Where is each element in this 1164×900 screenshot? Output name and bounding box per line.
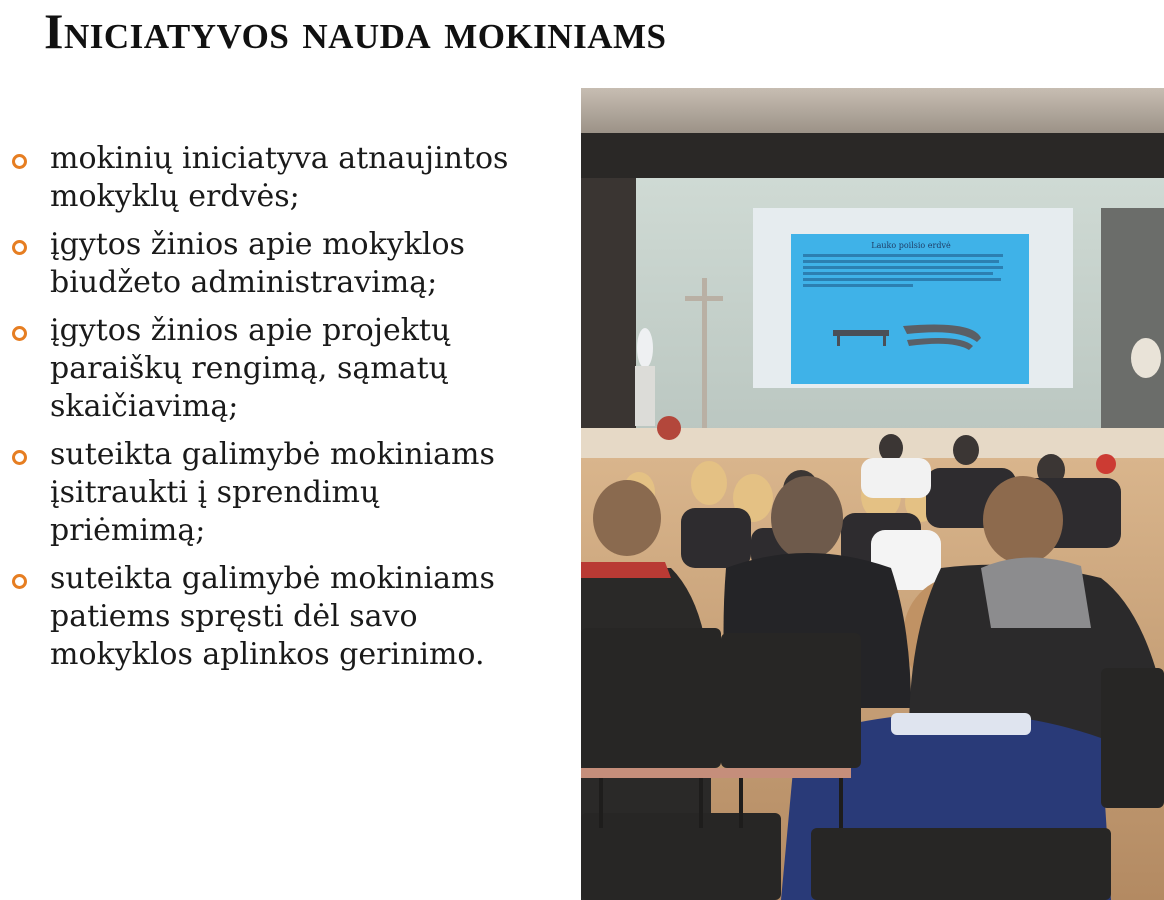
bullet-circle-icon — [12, 450, 27, 465]
bullet-line: patiems spręsti dėl savo — [50, 599, 418, 634]
bullet-line: įgytos žinios apie mokyklos — [50, 227, 465, 262]
bullet-circle-icon — [12, 240, 27, 255]
bullet-list — [0, 140, 570, 684]
bullet-line: paraiškų rengimą, sąmatų — [50, 351, 448, 386]
bullet-line: skaičiavimą; — [50, 389, 239, 424]
bullet-circle-icon — [12, 154, 27, 169]
bullet-circle-icon — [12, 574, 27, 589]
bullet-line: biudžeto administravimą; — [50, 265, 438, 300]
bullet-item — [0, 560, 570, 674]
bullet-line: priėmimą; — [50, 513, 206, 548]
bullet-line: suteikta galimybė mokiniams — [50, 437, 495, 472]
bullet-line: įgytos žinios apie projektų — [50, 313, 451, 348]
slide-title: Iniciatyvos nauda mokiniams — [44, 3, 667, 59]
bullet-line: mokinių iniciatyva atnaujintos — [50, 141, 509, 176]
bullet-line: mokyklų erdvės; — [50, 179, 300, 214]
bullet-line: mokyklos aplinkos gerinimo. — [50, 637, 485, 672]
bullet-item — [0, 436, 570, 550]
bullet-item — [0, 226, 570, 302]
bullet-item — [0, 140, 570, 216]
bullet-item — [0, 312, 570, 426]
bullet-line: suteikta galimybė mokiniams — [50, 561, 495, 596]
auditorium-photo — [581, 88, 1164, 900]
bullet-circle-icon — [12, 326, 27, 341]
bullet-line: įsitraukti į sprendimų — [50, 475, 380, 510]
screen-title: Lauko poilsio erdvė — [871, 241, 951, 250]
